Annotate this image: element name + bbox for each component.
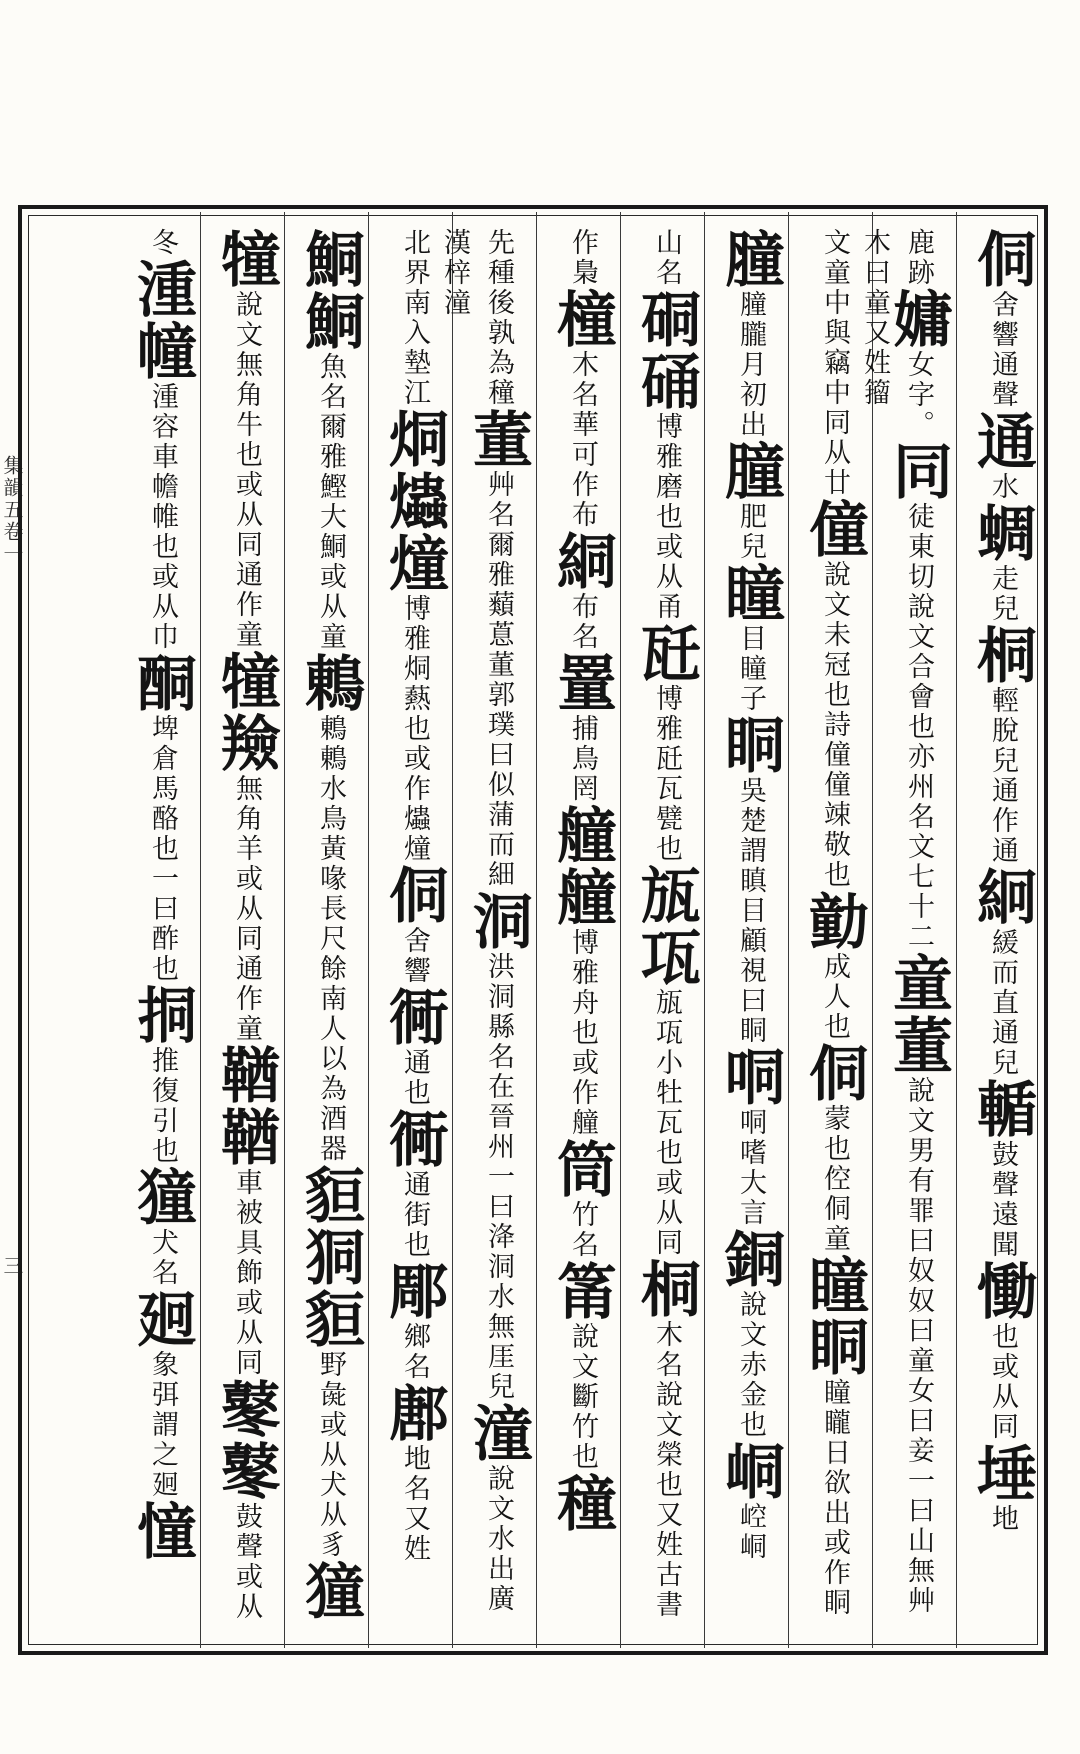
headword: 艟 [547,866,617,928]
headword: 湩 [127,258,197,320]
annotation: 說文無角牛也或从同通作童 [231,290,262,650]
headword: 貆 [295,1164,365,1226]
headword: 董 [883,1014,953,1076]
headword: 瓨 [631,926,701,988]
headword: 瞳 [715,562,785,624]
annotation: 通也 [399,1048,430,1108]
headword: 僮 [799,498,869,560]
headword: 董 [463,408,533,470]
annotation: 舍響 [399,926,430,986]
headword: 朣 [715,440,785,502]
annotation: 艸名爾雅蘱蒠董郭璞曰似蒲而細 [483,470,514,890]
headword: 銅 [715,1228,785,1290]
annotation: 博雅烔爇也或作爞燑 [399,594,430,864]
annotation: 博雅瓩瓦甓也 [651,684,682,864]
annotation: 北界南入墊江 [399,228,430,408]
headword: 侗 [799,1042,869,1104]
headword: 嫞 [883,288,953,350]
text-column [956,212,1040,1648]
text-column [704,212,788,1648]
headword: 潼 [463,1402,533,1464]
headword: 膧 [715,228,785,290]
annotation: 洪洞縣名在晉州一曰洚洞水無厓兒 [483,952,514,1402]
right-margin [1048,205,1080,1655]
headword: 輴 [967,1078,1037,1140]
headword: 罿 [547,652,617,714]
annotation: 鹿跡 [903,228,934,288]
annotation: 捕鳥罔 [567,714,598,804]
headword: 絅 [967,866,1037,928]
text-column [200,212,284,1648]
headword: 獞 [127,1166,197,1228]
annotation: 象弭謂之㢠 [147,1350,178,1500]
annotation: 無角羊或从同通作童 [231,774,262,1044]
headword: 鼕 [211,1440,281,1502]
annotation: 野彘或从犬从豸 [315,1350,346,1560]
annotation: 先種後孰為穜 [483,228,514,408]
annotation: 埤倉馬酪也一曰酢也 [147,714,178,984]
text-column [284,212,368,1648]
left-margin-title: 集韻五卷一 [0,455,24,565]
annotation: 水 [987,472,1018,502]
annotation: 魚名爾雅鰹大鮦或从童 [315,352,346,652]
headword: 橦 [547,288,617,350]
headword: 鞧 [211,1106,281,1168]
headword: 埵 [967,1442,1037,1504]
annotation: 說文水出廣漢梓潼 [439,228,514,1614]
annotation: 鼓聲或从 [231,1502,262,1622]
headword: 同 [883,440,953,502]
annotation: 鶇鶇水鳥黃喙長尺餘南人以為酒器 [315,714,346,1164]
annotation: 吳楚謂瞋目顧視曰眮 [735,776,766,1046]
headword: 鶇 [295,652,365,714]
headword: 幢 [127,320,197,382]
headword: 獞 [295,1560,365,1622]
headword: 桐 [631,1258,701,1320]
annotation: 成人也 [819,952,850,1042]
headword: 勭 [799,890,869,952]
headword: 眮 [715,714,785,776]
headword: 筩 [547,1260,617,1322]
annotation: 通街也 [399,1170,430,1260]
annotation: 舍 [987,290,1018,320]
annotation: 輕脫兒通作通 [987,686,1018,866]
headword: 挏 [127,984,197,1046]
text-column [788,212,872,1648]
headword: 通 [967,410,1037,472]
headword: 鮦 [295,290,365,352]
annotation: 博雅磨也或从甬 [651,412,682,622]
annotation: 鄉名 [399,1322,430,1382]
annotation: 山名 [651,228,682,288]
annotation: 地 [987,1504,1018,1534]
annotation: 湩容車幨帷也或从巾 [147,382,178,652]
annotation: 瓬瓨小牡瓦也或从同 [651,988,682,1258]
headword: 哃 [715,1046,785,1108]
headword: 衕 [379,1108,449,1170]
annotation: 說文斷竹也 [567,1322,598,1472]
headword: 憧 [127,1500,197,1562]
annotation: 布名 [567,592,598,652]
headword: 燑 [379,532,449,594]
headword: 桐 [967,624,1037,686]
annotation: 緩而直通兒 [987,928,1018,1078]
headword: 郮 [379,1260,449,1322]
headword: 瓩 [631,622,701,684]
annotation: 蒙也倥侗童 [819,1104,850,1254]
headword: 瞳 [799,1254,869,1316]
headword: 硧 [631,350,701,412]
headword: 眮 [799,1316,869,1378]
annotation: 徒東切說文合會也亦州名文七十二 [903,502,934,952]
headword: 蜩 [967,502,1037,564]
annotation: 說文男有罪曰奴奴曰童女曰妾一曰山無艸木曰童又姓籀 [859,228,934,1616]
annotation: 也或从同 [987,1322,1018,1442]
annotation: 作梟 [567,228,598,288]
annotation: 說文未冠也詩僮僮竦敬也 [819,560,850,890]
headword: 犝 [211,650,281,712]
annotation: 走兒 [987,564,1018,624]
annotation: 。 [903,410,934,440]
headword: 鮦 [295,228,365,290]
annotation: 膧朧月初出 [735,290,766,440]
headword: 筒 [547,1138,617,1200]
text-column [116,212,200,1648]
headword: 酮 [127,652,197,714]
annotation: 哃嗜大言 [735,1108,766,1228]
annotation: 崆峒 [735,1502,766,1562]
headword: 鼕 [211,1378,281,1440]
annotation: 博雅舟也或作艟 [567,928,598,1138]
text-column [859,212,956,1648]
annotation: 竹名 [567,1200,598,1260]
text-column [536,212,620,1648]
text-column [620,212,704,1648]
left-margin-page-number: 三 [0,1255,24,1277]
headword: 狪 [295,1226,365,1288]
annotation: 車被具飾或从同 [231,1168,262,1378]
headword: 侗 [379,864,449,926]
annotation: 地名又姓 [399,1444,430,1564]
text-column [368,212,452,1648]
headword: 瓬 [631,864,701,926]
headword: 硐 [631,288,701,350]
annotation: 鼓聲遠聞 [987,1140,1018,1260]
annotation: 木名華可作布 [567,350,598,530]
headword: 艟 [547,804,617,866]
headword: 㢠 [127,1288,197,1350]
annotation: 冬 [147,228,178,258]
headword: 穜 [547,1472,617,1534]
headword: 絧 [547,530,617,592]
annotation: 女字 [903,350,934,410]
headword: 侗 [967,228,1037,290]
headword: 貆 [295,1288,365,1350]
annotation: 瞳矓日欲出或作眮 [819,1378,850,1618]
annotation: 響通聲 [987,320,1018,410]
left-margin-edge [0,205,24,1655]
annotation: 犬名 [147,1228,178,1288]
text-columns [30,212,1040,1648]
headword: 峒 [715,1440,785,1502]
annotation: 說文赤金也 [735,1290,766,1440]
headword: 鄌 [379,1382,449,1444]
text-column [439,212,536,1648]
annotation: 文童中與竊中同从廿 [819,228,850,498]
headword: 童 [883,952,953,1014]
headword: 羷 [211,712,281,774]
headword: 犝 [211,228,281,290]
annotation: 目瞳子 [735,624,766,714]
headword: 烔 [379,408,449,470]
headword: 洞 [463,890,533,952]
annotation: 木名說文榮也又姓古書 [651,1320,682,1620]
annotation: 肥兒 [735,502,766,562]
headword: 衕 [379,986,449,1048]
headword: 爞 [379,470,449,532]
annotation: 推復引也 [147,1046,178,1166]
headword: 慟 [967,1260,1037,1322]
headword: 鞧 [211,1044,281,1106]
